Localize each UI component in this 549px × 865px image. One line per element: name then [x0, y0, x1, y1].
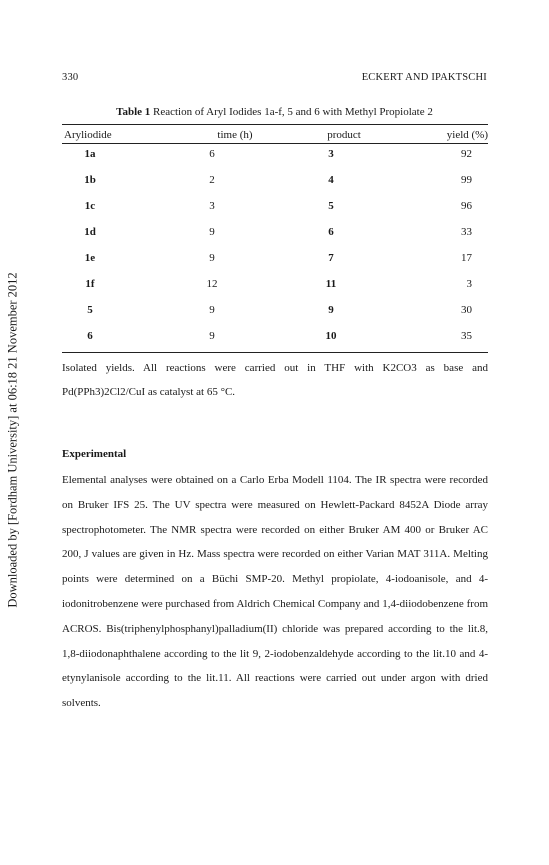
- download-watermark: [6, 240, 20, 640]
- cell-yield: 33: [461, 226, 472, 238]
- cell-aryliodide: 1a: [84, 148, 96, 160]
- table-footnote-text: Isolated yields. All reactions were carried out in THF with K2CO3 as base and Pd(PPh3)2Cl2/CuI as catalyst at 65 °C.: [62, 362, 488, 398]
- cell-product: 11: [325, 278, 337, 290]
- cell-yield: 96: [461, 200, 472, 212]
- table-row: [62, 248, 488, 274]
- table-row: [62, 170, 488, 196]
- table-bottom-rule: [62, 352, 488, 353]
- table-caption: [0, 106, 549, 118]
- table-body: [62, 144, 488, 352]
- table-row: [62, 326, 488, 352]
- cell-yield: 3: [466, 278, 472, 290]
- cell-product: 4: [328, 174, 334, 186]
- cell-time: 9: [209, 252, 215, 264]
- cell-product: 5: [328, 200, 334, 212]
- table-caption-label: Table 1: [116, 106, 151, 118]
- table-row: [62, 300, 488, 326]
- cell-aryliodide: 1f: [85, 278, 95, 290]
- experimental-paragraph: Elemental analyses were obtained on a Carlo Erba Modell 1104. The IR spectra were recorded on Bruker IFS 25. The UV spectra were measured on Hewlett-Packard 8452A Diode array spectrophotometer. The NMR spectra were recorded on either Bruker AM 400 or Bruker AC 200, J values are given in Hz. Mass spectra were recorded on either Varian MAT 311A. Melting points were determined on a Büchi SMP-20. Methyl propiolate, 4-iodoanisole, and 4-iodonitrobenzene were purchased from Aldrich Chemical Company and 1,4-diiodobenzene from ACROS. Bis(triphenylphosphanyl)palladium(II) chloride was prepared according to the lit.8, 1,8-diiodonaphthalene according to the lit 9, 2-iodobenzaldehyde according to the lit.10 and 4-etynylanisole according to the lit.11. All reactions were carried out under argon with dried solvents.: [62, 474, 488, 710]
- cell-yield: 17: [461, 252, 472, 264]
- cell-aryliodide: 1b: [84, 174, 96, 186]
- cell-aryliodide: 5: [87, 304, 93, 316]
- cell-time: 12: [206, 278, 218, 290]
- cell-yield: 30: [461, 304, 472, 316]
- cell-time: 6: [209, 148, 215, 160]
- cell-product: 10: [325, 330, 337, 342]
- cell-time: 9: [209, 304, 215, 316]
- cell-product: 6: [328, 226, 334, 238]
- cell-yield: 92: [461, 148, 472, 160]
- table-row: [62, 222, 488, 248]
- table-row: [62, 144, 488, 170]
- column-header-yield: yield (%): [446, 129, 488, 141]
- table-row: [62, 274, 488, 300]
- cell-product: 3: [328, 148, 334, 160]
- column-header-product: product: [327, 129, 361, 141]
- page-number: 330: [62, 72, 79, 83]
- running-head-authors: ECKERT AND IPAKTSCHI: [361, 72, 487, 83]
- column-header-time: time (h): [217, 129, 253, 141]
- cell-time: 3: [209, 200, 215, 212]
- table-caption-text: Reaction of Aryl Iodides 1a-f, 5 and 6 with Methyl Propiolate 2: [153, 106, 433, 118]
- cell-yield: 99: [461, 174, 472, 186]
- cell-yield: 35: [461, 330, 472, 342]
- column-header-aryliodide: Aryliodide: [64, 129, 112, 141]
- table-footnote: [62, 356, 488, 404]
- cell-time: 9: [209, 330, 215, 342]
- cell-aryliodide: 1e: [84, 252, 96, 264]
- download-watermark-text: Downloaded by [Fordham University] at 06:18 21 November 2012: [5, 272, 20, 608]
- section-heading-experimental: Experimental: [62, 448, 127, 460]
- cell-product: 9: [328, 304, 334, 316]
- cell-product: 7: [328, 252, 334, 264]
- cell-aryliodide: 1d: [84, 226, 96, 238]
- cell-aryliodide: 6: [87, 330, 93, 342]
- table-header-row: [62, 125, 488, 143]
- cell-time: 2: [209, 174, 215, 186]
- cell-time: 9: [209, 226, 215, 238]
- cell-aryliodide: 1c: [84, 200, 96, 212]
- table-row: [62, 196, 488, 222]
- yield-table: [62, 124, 488, 353]
